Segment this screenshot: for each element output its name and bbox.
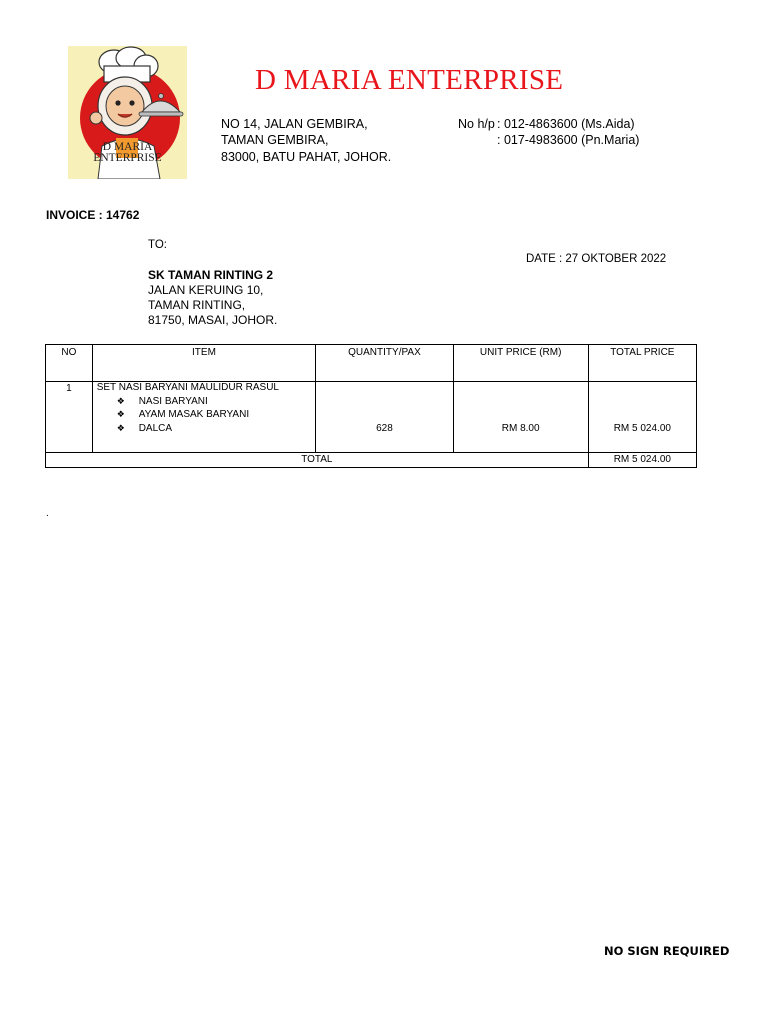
company-address-line: 83000, BATU PAHAT, JOHOR. (221, 150, 392, 164)
company-name: D MARIA ENTERPRISE (255, 64, 564, 96)
total-label: TOTAL (46, 453, 589, 468)
header-quantity: QUANTITY/PAX (316, 345, 453, 382)
to-label: TO: (148, 239, 167, 251)
diamond-bullet-icon: ❖ (116, 395, 125, 406)
header-no: NO (46, 345, 93, 382)
phone-number: : 017-4983600 (Pn.Maria) (497, 133, 640, 147)
diamond-bullet-icon: ❖ (116, 409, 125, 419)
row-quantity: 628 (376, 423, 393, 434)
company-address-line: TAMAN GEMBIRA, (221, 133, 329, 147)
row-quantity-cell (316, 382, 453, 453)
diamond-bullet-icon: ❖ (116, 422, 125, 433)
row-no: 1 (46, 382, 93, 453)
logo-text-line1: D MARIA (102, 141, 153, 153)
row-item: SET NASI BARYANI MAULIDUR RASUL (96, 382, 279, 393)
recipient-address-line: JALAN KERUING 10, (148, 283, 264, 297)
logo-text-line2: ENTERPRISE (93, 152, 162, 164)
sub-item-label: DALCA (138, 422, 173, 434)
company-logo (68, 46, 187, 179)
logo-text (68, 142, 187, 164)
sub-item-label: AYAM MASAK BARYANI (138, 409, 250, 420)
table-total-row (46, 453, 697, 468)
invoice-date: DATE : 27 OKTOBER 2022 (526, 253, 667, 265)
grand-total: RM 5 024.00 (588, 453, 696, 468)
row-unit-price-cell (453, 382, 588, 453)
stray-dot: . (46, 508, 49, 519)
recipient-name: SK TAMAN RINTING 2 (148, 268, 274, 282)
row-total-price: RM 5 024.00 (613, 423, 671, 434)
phone-number: : 012-4863600 (Ms.Aida) (497, 117, 635, 131)
sub-item-label: NASI BARYANI (138, 395, 208, 407)
table-header-row (46, 345, 697, 382)
header-unit-price: UNIT PRICE (RM) (453, 345, 588, 382)
phone-label: No h/p (458, 117, 495, 131)
row-unit-price: RM 8.00 (501, 423, 540, 434)
header-item: ITEM (92, 345, 316, 382)
sub-item (93, 422, 316, 436)
sub-item (93, 408, 316, 422)
row-item-cell (92, 382, 316, 453)
items-table (45, 344, 697, 468)
recipient-address-line: TAMAN RINTING, (148, 298, 246, 312)
row-total-price-cell (588, 382, 696, 453)
company-address-line: NO 14, JALAN GEMBIRA, (221, 117, 368, 131)
invoice-number: INVOICE : 14762 (46, 208, 140, 222)
header-total-price: TOTAL PRICE (588, 345, 696, 382)
sub-item (93, 395, 316, 409)
no-sign-note: NO SIGN REQUIRED (604, 944, 730, 958)
table-row (46, 382, 697, 453)
recipient-address-line: 81750, MASAI, JOHOR. (148, 313, 278, 327)
